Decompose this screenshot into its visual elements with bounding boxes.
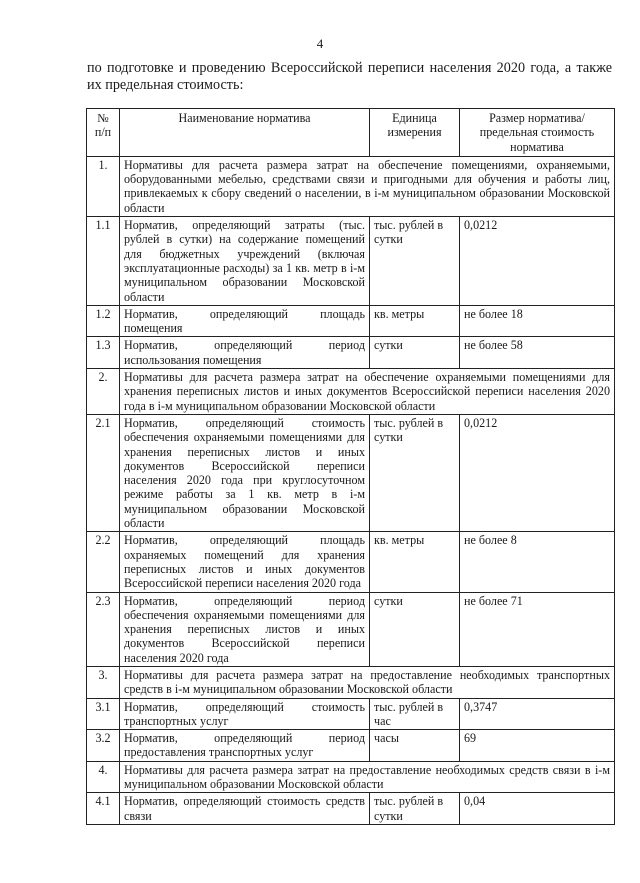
- norm-name: Норматив, определяющий площадь помещения: [120, 305, 370, 337]
- norm-name: Норматив, определяющий стоимость обеспечения охраняемыми помещениями для хранения переписных листов и иных документов Всероссийской переписи населения 2020 года при круглосуточном режиме работы за 1 кв. метр в i-м муниципальном образовании Московской области: [120, 414, 370, 531]
- norm-value: не более 18: [460, 305, 615, 337]
- table-row: [87, 698, 615, 730]
- row-number: 2.3: [87, 592, 120, 666]
- norm-unit: кв. метры: [370, 532, 460, 592]
- header-name: Наименование норматива: [120, 109, 370, 157]
- norm-value: 0,0212: [460, 414, 615, 531]
- norm-value: 0,0212: [460, 217, 615, 306]
- norm-unit: тыс. рублей в сутки: [370, 414, 460, 531]
- section-title: Нормативы для расчета размера затрат на предоставление необходимых транспортных средств в i-м муниципальном образовании Московской области: [120, 666, 615, 698]
- norm-value: не более 58: [460, 337, 615, 369]
- row-number: 2.: [87, 369, 120, 415]
- norm-name: Норматив, определяющий период использования помещения: [120, 337, 370, 369]
- table-row: [87, 337, 615, 369]
- section-title: Нормативы для расчета размера затрат на обеспечение охраняемыми помещениями для хранения переписных листов и иных документов Всероссийской переписи населения 2020 года в i-м муниципальном образовании Московской области: [120, 369, 615, 415]
- norm-unit: часы: [370, 730, 460, 762]
- row-number: 1.2: [87, 305, 120, 337]
- section-row: [87, 761, 615, 793]
- row-number: 3.: [87, 666, 120, 698]
- table-row: [87, 414, 615, 531]
- row-number: 3.2: [87, 730, 120, 762]
- section-row: [87, 369, 615, 415]
- row-number: 4.1: [87, 793, 120, 825]
- norm-name: Норматив, определяющий период обеспечения охраняемыми помещениями для хранения переписных листов и иных документов Всероссийской переписи населения 2020 года: [120, 592, 370, 666]
- row-number: 3.1: [87, 698, 120, 730]
- row-number: 2.2: [87, 532, 120, 592]
- header-value: Размер норматива/предельная стоимость норматива: [460, 109, 615, 157]
- norm-unit: тыс. рублей в сутки: [370, 217, 460, 306]
- norm-unit: тыс. рублей в сутки: [370, 793, 460, 825]
- norm-unit: сутки: [370, 592, 460, 666]
- table-row: [87, 730, 615, 762]
- row-number: 1.: [87, 156, 120, 216]
- header-num: № п/п: [87, 109, 120, 157]
- page-number: 4: [316, 36, 324, 51]
- header-unit: Единица измерения: [370, 109, 460, 157]
- norm-value: 0,3747: [460, 698, 615, 730]
- norm-value: 69: [460, 730, 615, 762]
- norm-name: Норматив, определяющий стоимость средств связи: [120, 793, 370, 825]
- norms-table: [86, 108, 615, 825]
- norm-value: не более 71: [460, 592, 615, 666]
- norm-value: 0,04: [460, 793, 615, 825]
- norm-name: Норматив, определяющий затраты (тыс. рублей в сутки) на содержание помещений для бюджетных учреждений (включая эксплуатационные расходы) за 1 кв. метр в i-м муниципальном образовании Московской области: [120, 217, 370, 306]
- row-number: 4.: [87, 761, 120, 793]
- section-title: Нормативы для расчета размера затрат на предоставление необходимых средств связи в i-м муниципальном образовании Московской области: [120, 761, 615, 793]
- norm-unit: кв. метры: [370, 305, 460, 337]
- norm-name: Норматив, определяющий период предоставления транспортных услуг: [120, 730, 370, 762]
- table-row: [87, 793, 615, 825]
- table-row: [87, 532, 615, 592]
- section-row: [87, 666, 615, 698]
- norm-value: не более 8: [460, 532, 615, 592]
- norm-unit: тыс. рублей в час: [370, 698, 460, 730]
- norm-name: Норматив, определяющий площадь охраняемых помещений для хранения переписных листов и иных документов Всероссийской переписи населения 2020 года: [120, 532, 370, 592]
- norm-name: Норматив, определяющий стоимость транспортных услуг: [120, 698, 370, 730]
- table-header: [87, 109, 615, 157]
- table-row: [87, 305, 615, 337]
- norm-unit: сутки: [370, 337, 460, 369]
- table-body: [87, 156, 615, 824]
- table-row: [87, 217, 615, 306]
- row-number: 1.3: [87, 337, 120, 369]
- row-number: 2.1: [87, 414, 120, 531]
- section-title: Нормативы для расчета размера затрат на обеспечение помещениями, охраняемыми, оборудованными мебелью, средствами связи и пригодными для обучения и работы лиц, привлекаемых к сбору сведений о населении, в i-м муниципальном образовании Московской области: [120, 156, 615, 216]
- table-row: [87, 592, 615, 666]
- row-number: 1.1: [87, 217, 120, 306]
- section-row: [87, 156, 615, 216]
- intro-paragraph: по подготовке и проведению Всероссийской переписи населения 2020 года, а также их предельная стоимость:: [87, 60, 612, 93]
